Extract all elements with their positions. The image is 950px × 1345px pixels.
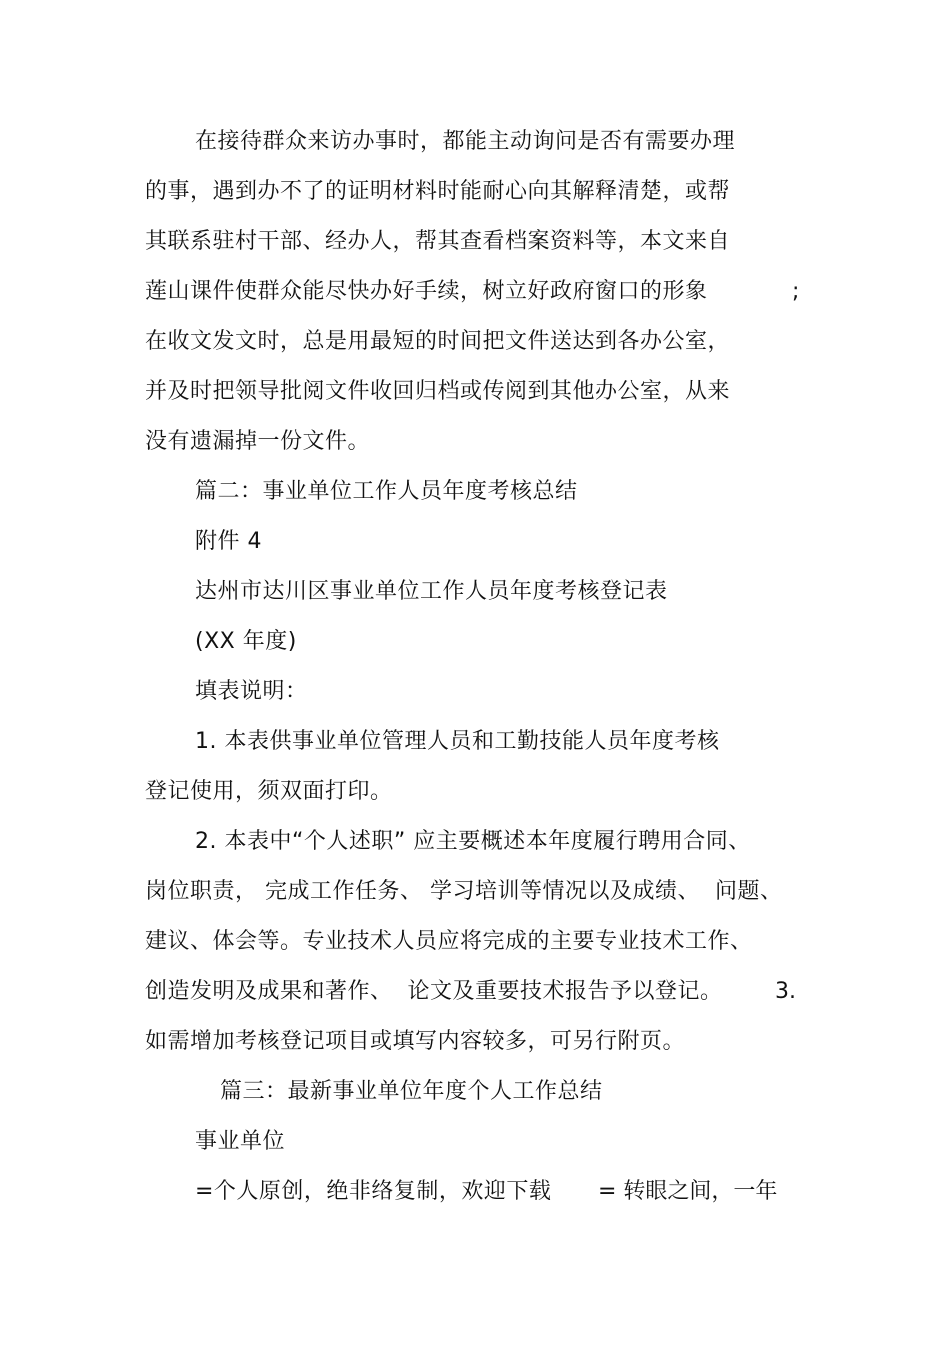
form-year: (XX 年度) — [195, 629, 297, 654]
text-line: 并及时把领导批阅文件收回归档或传阅到其他办公室，从来 — [145, 379, 731, 404]
text-line: 没有遗漏掉一份文件。 — [145, 429, 371, 454]
form-title: 达州市达川区事业单位工作人员年度考核登记表 — [195, 579, 668, 604]
text-line: 如需增加考核登记项目或填写内容较多，可另行附页。 — [145, 1029, 686, 1054]
text-line: 的事，遇到办不了的证明材料时能耐心向其解释清楚，或帮 — [145, 179, 731, 204]
text-line: =个人原创，绝非络复制，欢迎下载 — [195, 1179, 552, 1204]
text-line: 在接待群众来访办事时，都能主动询问是否有需要办理 — [195, 129, 736, 154]
text-line: 莲山课件使群众能尽快办好手续，树立好政府窗口的形象 — [145, 279, 708, 304]
section-heading: 篇二：事业单位工作人员年度考核总结 — [195, 479, 578, 504]
text-line: 1. 本表供事业单位管理人员和工勤技能人员年度考核 — [195, 729, 720, 754]
text-line: 登记使用，须双面打印。 — [145, 779, 393, 804]
text-line: 2. 本表中“个人述职” 应主要概述本年度履行聘用合同、 — [195, 829, 751, 854]
text-line: 在收文发文时，总是用最短的时间把文件送达到各办公室， — [145, 329, 731, 354]
text-line-tail: = 转眼之间，一年 — [598, 1179, 778, 1204]
text-line-tail: ; — [792, 279, 800, 304]
text-line: 创造发明及成果和著作、 论文及重要技术报告予以登记。 — [145, 979, 723, 1004]
text-line: 其联系驻村干部、经办人，帮其查看档案资料等，本文来自 — [145, 229, 731, 254]
text-line-tail: 3. — [775, 979, 796, 1004]
text-line: 建议、体会等。专业技术人员应将完成的主要专业技术工作、 — [145, 929, 753, 954]
section-heading: 篇三：最新事业单位年度个人工作总结 — [220, 1079, 603, 1104]
attachment-label: 附件 4 — [195, 529, 262, 554]
text-line: 事业单位 — [195, 1129, 286, 1154]
instructions-heading: 填表说明： — [195, 679, 308, 704]
text-line: 岗位职责， 完成工作任务、 学习培训等情况以及成绩、 问题、 — [145, 879, 783, 904]
